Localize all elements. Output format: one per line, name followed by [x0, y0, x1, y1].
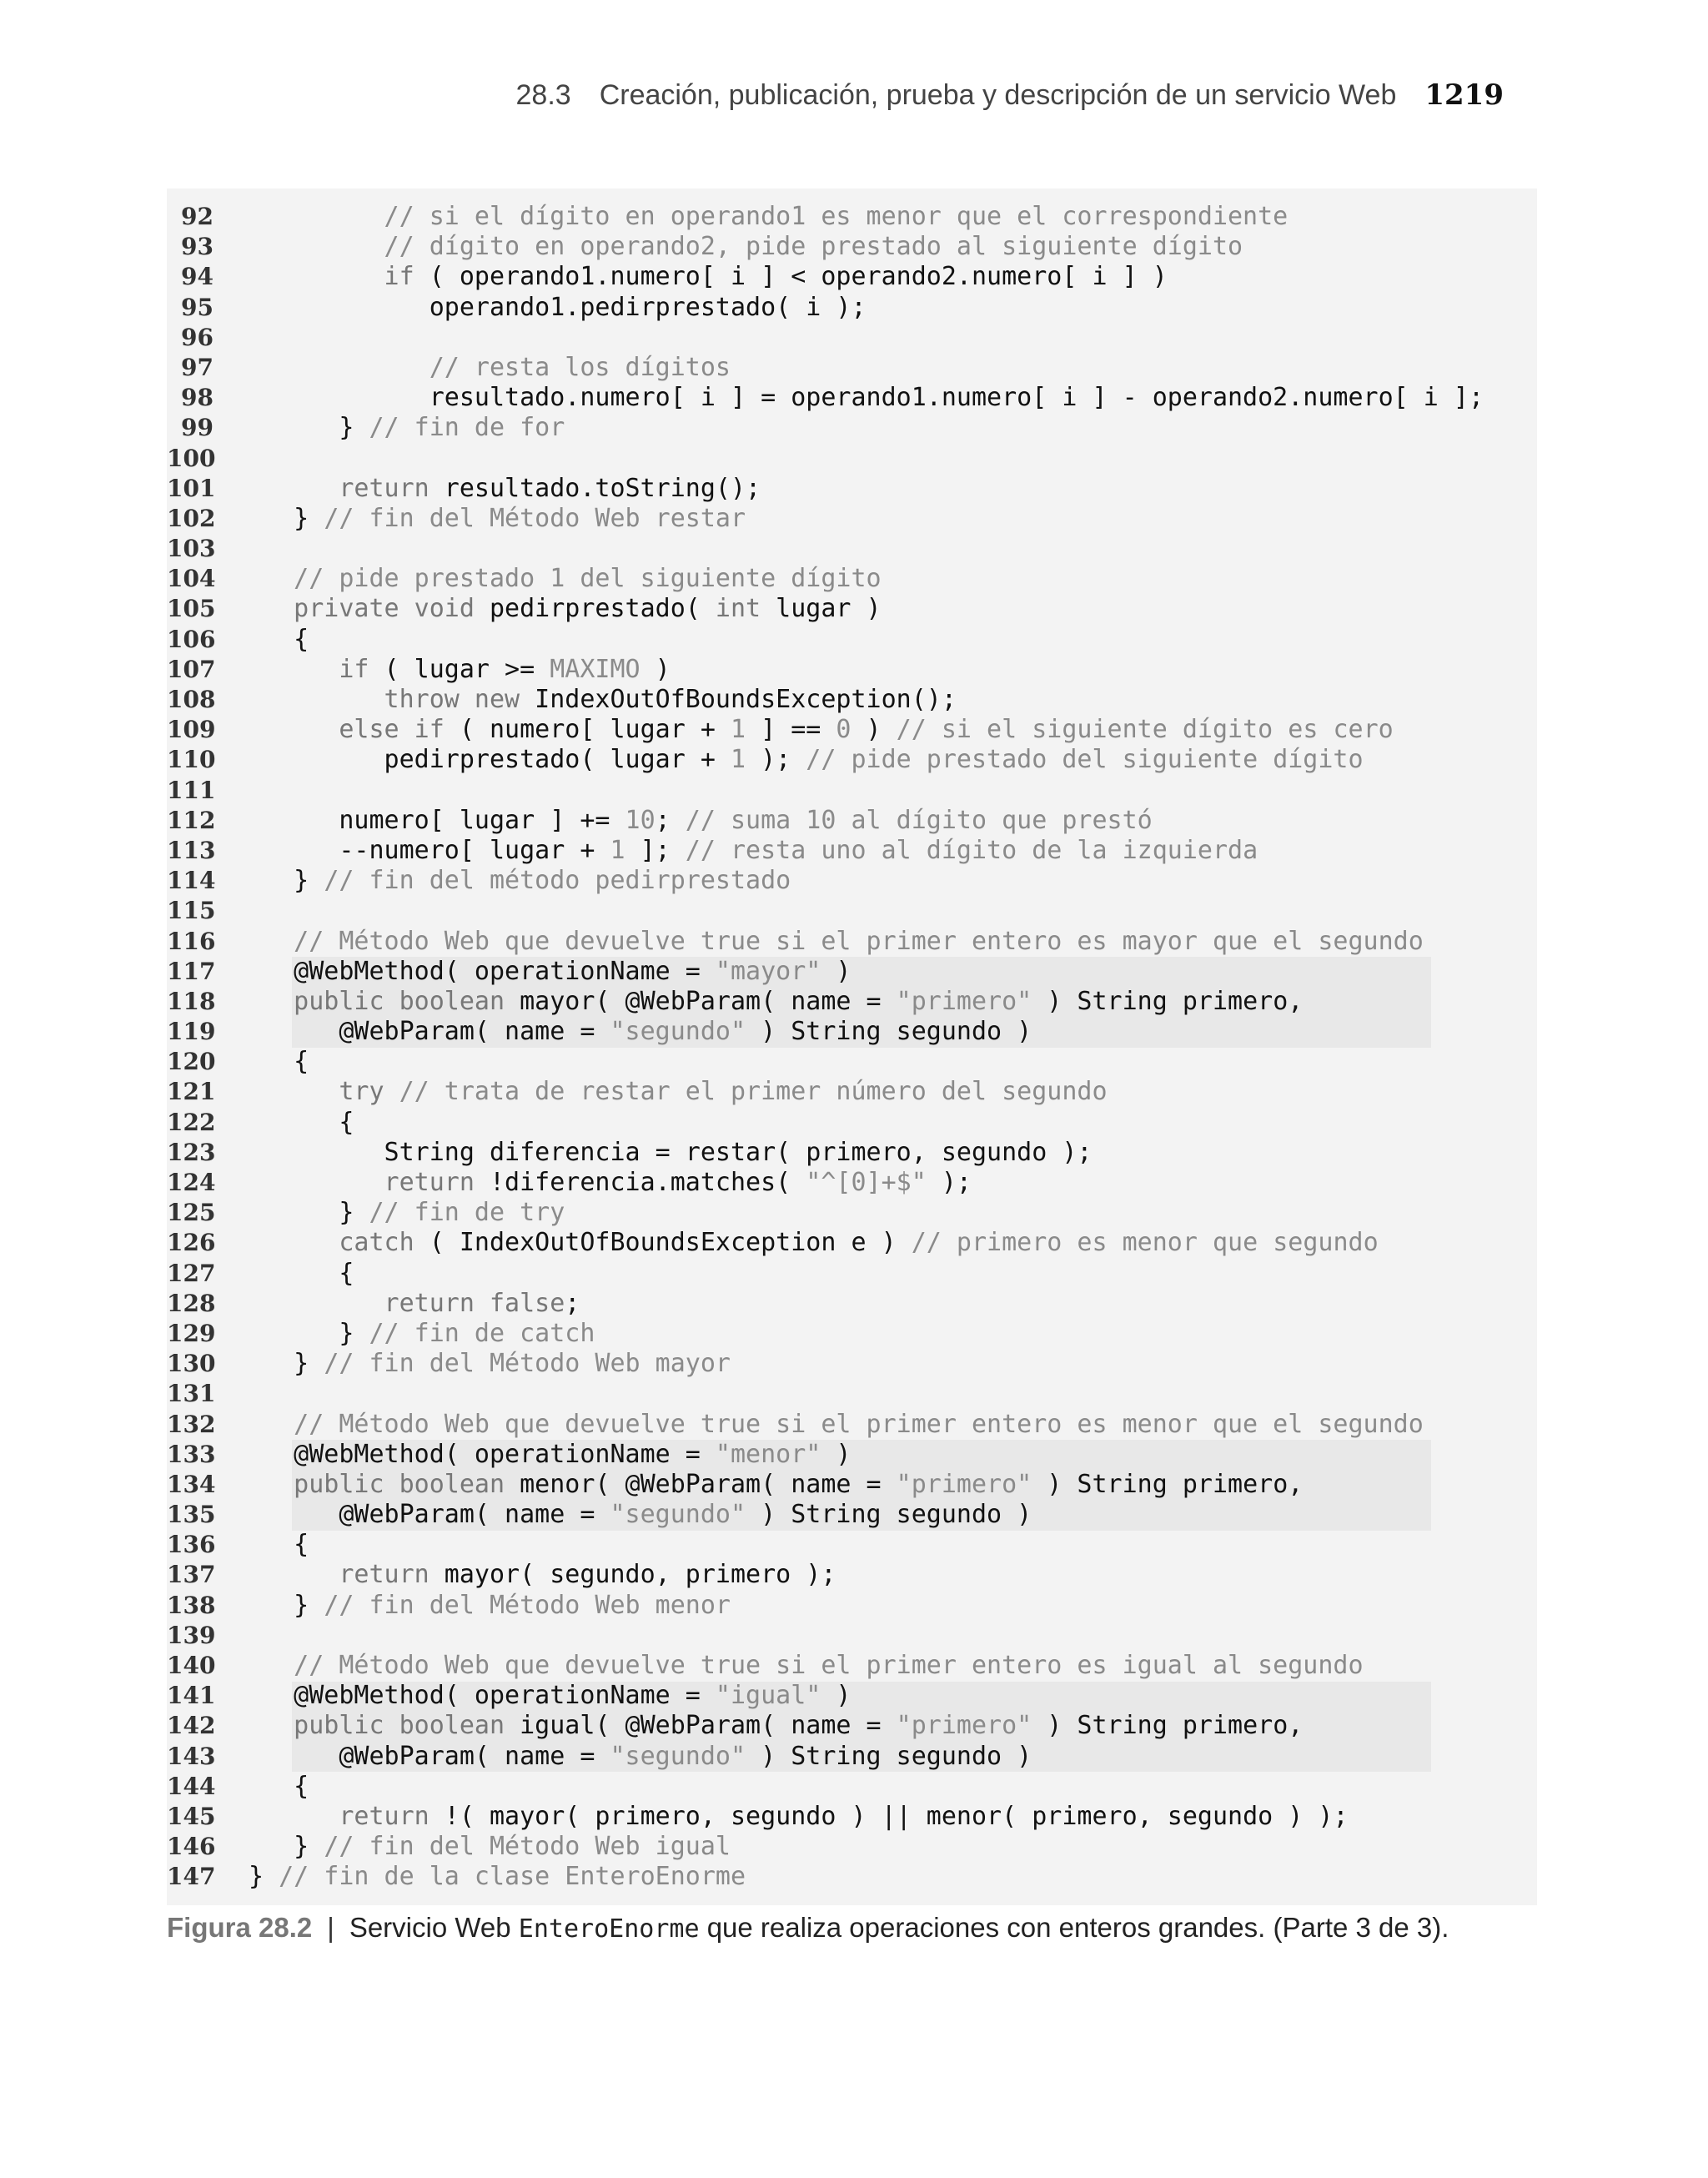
- line-number: 117: [167, 957, 216, 985]
- line-number: 104: [167, 565, 216, 593]
- code-line: [167, 806, 1537, 836]
- line-number: 121: [167, 1078, 216, 1106]
- code-token: ) String segundo ): [746, 1017, 1032, 1047]
- code-text: [249, 1047, 309, 1077]
- code-token: {: [249, 1530, 309, 1560]
- code-token: igual( @WebParam( name =: [505, 1711, 897, 1741]
- line-number: 135: [167, 1501, 216, 1529]
- code-text: [249, 1228, 1379, 1258]
- line-number: 92: [181, 203, 214, 230]
- caption-text-after: que realiza operaciones con enteros grandes. (Parte 3 de 3).: [699, 1912, 1449, 1943]
- code-token: ;: [565, 1288, 580, 1318]
- code-line: [167, 383, 1537, 413]
- code-line: [167, 353, 1537, 383]
- code-line: [167, 1228, 1537, 1258]
- code-line: [167, 1742, 1537, 1772]
- code-line: [167, 866, 1537, 896]
- code-token: ) String primero,: [1032, 1469, 1304, 1499]
- code-token: 1: [730, 745, 746, 775]
- code-token: );: [926, 1168, 972, 1197]
- line-number: 129: [167, 1319, 216, 1347]
- code-token: }: [249, 1862, 279, 1892]
- code-token: pedirprestado( lugar +: [249, 745, 731, 775]
- line-number: 118: [167, 987, 216, 1015]
- code-token: {: [249, 1258, 354, 1288]
- code-token: {: [249, 1107, 354, 1137]
- line-number: 126: [167, 1229, 216, 1257]
- code-token: "^[0]+$": [806, 1168, 927, 1197]
- line-number: 123: [167, 1138, 216, 1166]
- code-token: "primero": [896, 986, 1032, 1016]
- code-token: // fin de la clase EnteroEnorme: [279, 1862, 746, 1892]
- code-token: {: [249, 1047, 309, 1077]
- code-token: }: [249, 866, 324, 896]
- code-line: [167, 262, 1537, 292]
- code-token: IndexOutOfBoundsException();: [520, 685, 957, 714]
- line-number: 137: [167, 1561, 216, 1589]
- line-number: 105: [167, 595, 216, 623]
- code-token: pedirprestado(: [474, 594, 716, 624]
- code-line: [167, 1319, 1537, 1349]
- code-text: [249, 866, 791, 896]
- code-line: [167, 594, 1537, 624]
- code-text: [249, 1681, 851, 1711]
- code-token: ): [821, 1439, 851, 1469]
- line-number: 122: [167, 1108, 216, 1136]
- code-line: [167, 1410, 1537, 1440]
- code-text: [249, 957, 851, 987]
- code-token: // Método Web que devuelve true si el primer entero es mayor que el segundo: [249, 926, 1424, 956]
- code-line: [167, 1289, 1537, 1319]
- code-token: "igual": [715, 1681, 821, 1711]
- code-token: ( lugar >=: [369, 654, 550, 684]
- code-token: // Método Web que devuelve true si el primer entero es menor que el segundo: [249, 1409, 1424, 1439]
- code-text: [249, 745, 1364, 775]
- code-token: public boolean: [249, 1469, 505, 1499]
- line-number: 108: [167, 686, 216, 713]
- code-line: [167, 927, 1537, 957]
- code-token: ];: [625, 835, 686, 865]
- code-text: [249, 504, 746, 534]
- code-token: @WebMethod( operationName =: [249, 1681, 716, 1711]
- code-text: [249, 1410, 1424, 1440]
- line-number: 132: [167, 1410, 216, 1438]
- code-line: [167, 323, 1537, 353]
- code-line: [167, 1349, 1537, 1379]
- code-text: [249, 836, 1258, 866]
- code-token: !( mayor( primero, segundo ) || menor( primero, segundo ) );: [429, 1801, 1349, 1831]
- line-number: 130: [167, 1350, 216, 1378]
- code-token: // si el dígito en operando1 es menor que el correspondiente: [249, 202, 1289, 231]
- code-token: // suma 10 al dígito que prestó: [685, 805, 1153, 835]
- code-token: // fin del método pedirprestado: [324, 866, 791, 896]
- code-token: 1: [610, 835, 625, 865]
- code-token: {: [249, 624, 309, 654]
- code-line: [167, 1198, 1537, 1228]
- code-line: [167, 1500, 1537, 1530]
- code-text: [249, 293, 867, 323]
- code-text: [249, 564, 882, 594]
- code-token: ): [640, 654, 671, 684]
- code-token: [384, 1077, 399, 1106]
- code-line: [167, 413, 1537, 443]
- code-line: [167, 1440, 1537, 1470]
- code-text: [249, 202, 1288, 232]
- code-token: MAXIMO: [550, 654, 640, 684]
- line-number: 94: [181, 263, 214, 291]
- code-token: // pide prestado 1 del siguiente dígito: [249, 564, 882, 594]
- code-token: public boolean: [249, 1711, 505, 1741]
- line-number: 143: [167, 1742, 216, 1770]
- code-token: "mayor": [715, 956, 821, 986]
- code-token: // resta los dígitos: [249, 352, 731, 382]
- line-number: 136: [167, 1531, 216, 1559]
- code-token: "segundo": [610, 1500, 746, 1530]
- code-token: // fin del Método Web restar: [324, 503, 746, 533]
- code-token: return: [249, 1168, 475, 1197]
- code-text: [249, 1319, 595, 1349]
- code-line: [167, 1681, 1537, 1711]
- code-text: [249, 1289, 580, 1319]
- code-token: 10: [625, 805, 656, 835]
- line-number: 100: [167, 444, 216, 472]
- code-line: [167, 1530, 1537, 1560]
- code-line: [167, 1379, 1537, 1409]
- code-line: [167, 232, 1537, 262]
- line-number: 106: [167, 625, 216, 653]
- code-line: [167, 896, 1537, 926]
- code-token: mayor( segundo, primero );: [429, 1560, 836, 1590]
- code-text: [249, 1138, 1092, 1168]
- code-token: 0: [836, 715, 851, 745]
- line-number: 131: [167, 1380, 216, 1408]
- code-token: }: [249, 1318, 369, 1348]
- code-token: mayor( @WebParam( name =: [505, 986, 897, 1016]
- code-line: [167, 957, 1537, 987]
- code-line: [167, 1138, 1537, 1168]
- code-text: [249, 232, 1243, 262]
- code-line: [167, 444, 1537, 474]
- code-token: }: [249, 1832, 324, 1862]
- code-text: [249, 1711, 1303, 1741]
- code-line: [167, 1168, 1537, 1198]
- code-token: int: [715, 594, 761, 624]
- line-number: 134: [167, 1470, 216, 1498]
- code-token: @WebParam( name =: [249, 1017, 610, 1047]
- caption-class-name: EnteroEnorme: [518, 1914, 700, 1944]
- line-number: 139: [167, 1621, 216, 1649]
- code-text: [249, 987, 1303, 1017]
- line-number: 93: [181, 233, 214, 261]
- code-line: [167, 293, 1537, 323]
- line-number: 145: [167, 1802, 216, 1830]
- code-token: catch: [249, 1228, 414, 1258]
- line-number: 110: [167, 746, 216, 774]
- code-token: "primero": [896, 1469, 1032, 1499]
- line-number: 138: [167, 1591, 216, 1619]
- line-number: 142: [167, 1712, 216, 1740]
- line-number: 140: [167, 1652, 216, 1679]
- line-number: 120: [167, 1048, 216, 1076]
- code-token: resultado.toString();: [429, 473, 761, 503]
- code-text: [249, 262, 1168, 292]
- code-token: return: [249, 1560, 430, 1590]
- code-text: [249, 1591, 731, 1621]
- line-number: 119: [167, 1018, 216, 1046]
- code-text: [249, 413, 565, 443]
- line-number: 116: [167, 927, 216, 955]
- code-token: ) String primero,: [1032, 1711, 1304, 1741]
- caption-separator: |: [327, 1912, 334, 1943]
- code-token: throw new: [249, 685, 520, 714]
- code-token: }: [249, 413, 369, 443]
- code-line: [167, 504, 1537, 534]
- code-token: }: [249, 503, 324, 533]
- code-text: [249, 1772, 309, 1802]
- code-token: }: [249, 1349, 324, 1379]
- code-token: !diferencia.matches(: [474, 1168, 806, 1197]
- code-token: return false: [249, 1288, 565, 1318]
- line-number: 114: [167, 867, 216, 895]
- code-token: // fin de for: [369, 413, 565, 443]
- line-number: 113: [167, 836, 216, 864]
- code-text: [249, 474, 761, 504]
- code-token: }: [249, 1198, 369, 1228]
- code-token: "primero": [896, 1711, 1032, 1741]
- code-line: [167, 1802, 1537, 1832]
- code-text: [249, 806, 1153, 836]
- line-number: 109: [167, 716, 216, 744]
- code-token: ] ==: [746, 715, 836, 745]
- code-token: {: [249, 1771, 309, 1801]
- code-token: 1: [730, 715, 746, 745]
- code-token: String diferencia = restar( primero, segundo );: [249, 1137, 1093, 1167]
- code-line: [167, 745, 1537, 775]
- code-line: [167, 776, 1537, 806]
- code-text: [249, 1651, 1364, 1681]
- code-token: ): [851, 715, 897, 745]
- code-token: "segundo": [610, 1017, 746, 1047]
- code-token: ( numero[ lugar +: [444, 715, 731, 745]
- code-token: // Método Web que devuelve true si el primer entero es igual al segundo: [249, 1651, 1364, 1680]
- line-number: 115: [167, 897, 216, 925]
- code-token: // primero es menor que segundo: [911, 1228, 1379, 1258]
- code-text: [249, 1802, 1349, 1832]
- section-title: Creación, publicación, prueba y descripción de un servicio Web: [599, 79, 1397, 111]
- code-token: }: [249, 1590, 324, 1620]
- code-text: [249, 655, 671, 685]
- code-token: @WebParam( name =: [249, 1500, 610, 1530]
- code-line: [167, 1017, 1537, 1047]
- code-token: private void: [249, 594, 475, 624]
- line-number: 101: [167, 474, 216, 502]
- code-token: // fin de try: [369, 1198, 565, 1228]
- code-token: public boolean: [249, 986, 505, 1016]
- code-token: lugar ): [761, 594, 882, 624]
- caption-text-before: Servicio Web: [349, 1912, 519, 1943]
- code-token: ;: [655, 805, 686, 835]
- line-number: 144: [167, 1772, 216, 1800]
- code-token: ): [821, 1681, 851, 1711]
- code-line: [167, 1621, 1537, 1651]
- code-text: [249, 1198, 565, 1228]
- code-token: // fin del Método Web mayor: [324, 1349, 731, 1379]
- figure-label: Figura 28.2: [167, 1912, 313, 1943]
- section-number: 28.3: [515, 79, 571, 111]
- code-text: [249, 594, 882, 624]
- code-line: [167, 836, 1537, 866]
- code-text: [249, 1862, 746, 1892]
- code-token: // si el siguiente dígito es cero: [896, 715, 1394, 745]
- code-token: @WebMethod( operationName =: [249, 1439, 716, 1469]
- code-token: // fin del Método Web menor: [324, 1590, 731, 1620]
- code-line: [167, 1711, 1537, 1741]
- code-line: [167, 685, 1537, 715]
- line-number: 127: [167, 1259, 216, 1287]
- code-text: [249, 1440, 851, 1470]
- code-text: [249, 353, 731, 383]
- line-number: 96: [181, 323, 214, 351]
- code-token: // fin del Método Web igual: [324, 1832, 731, 1862]
- code-line: [167, 1047, 1537, 1077]
- code-token: return: [249, 1801, 430, 1831]
- line-number: 147: [167, 1863, 216, 1891]
- code-text: [249, 715, 1394, 745]
- code-line: [167, 1077, 1537, 1107]
- code-token: ): [821, 956, 851, 986]
- code-line: [167, 474, 1537, 504]
- code-text: [249, 1560, 836, 1590]
- code-text: [249, 625, 309, 655]
- code-line: [167, 715, 1537, 745]
- line-number: 133: [167, 1440, 216, 1468]
- code-text: [249, 1349, 731, 1379]
- code-token: try: [249, 1077, 384, 1107]
- code-text: [249, 1168, 972, 1198]
- code-token: "menor": [715, 1439, 821, 1469]
- code-line: [167, 202, 1537, 232]
- code-token: resultado.numero[ i ] = operando1.numero[ i ] - operando2.numero[ i ];: [249, 383, 1484, 413]
- code-token: menor( @WebParam( name =: [505, 1469, 897, 1499]
- code-line: [167, 1651, 1537, 1681]
- page-number: 1219: [1424, 78, 1504, 112]
- code-line: [167, 1560, 1537, 1590]
- running-header: [516, 78, 1505, 112]
- line-number: 97: [181, 353, 214, 381]
- code-line: [167, 1862, 1537, 1892]
- code-text: [249, 1742, 1032, 1772]
- code-line: [167, 1108, 1537, 1138]
- line-number: 95: [181, 293, 214, 321]
- code-text: [249, 685, 957, 715]
- code-token: // pide prestado del siguiente dígito: [806, 745, 1364, 775]
- code-text: [249, 1470, 1303, 1500]
- line-number: 146: [167, 1833, 216, 1861]
- code-token: return: [249, 473, 430, 503]
- code-text: [249, 1017, 1032, 1047]
- code-text: [249, 383, 1484, 413]
- code-listing: [167, 202, 1537, 1893]
- code-text: [249, 927, 1424, 957]
- code-text: [249, 1500, 1032, 1530]
- line-number: 107: [167, 655, 216, 683]
- code-line: [167, 1591, 1537, 1621]
- code-text: [249, 1259, 354, 1289]
- code-text: [249, 1108, 354, 1138]
- line-number: 128: [167, 1289, 216, 1317]
- line-number: 141: [167, 1682, 216, 1710]
- code-token: ) String segundo ): [746, 1500, 1032, 1530]
- line-number: 124: [167, 1169, 216, 1196]
- code-line: [167, 625, 1537, 655]
- code-token: "segundo": [610, 1741, 746, 1771]
- code-token: if: [249, 654, 369, 684]
- code-token: ) String primero,: [1032, 986, 1304, 1016]
- code-line: [167, 1259, 1537, 1289]
- code-text: [249, 1077, 1108, 1107]
- line-number: 125: [167, 1199, 216, 1227]
- code-token: operando1.pedirprestado( i );: [249, 292, 867, 322]
- code-line: [167, 655, 1537, 685]
- code-line: [167, 564, 1537, 594]
- code-token: numero[ lugar ] +=: [249, 805, 625, 835]
- code-line: [167, 987, 1537, 1017]
- code-token: --numero[ lugar +: [249, 835, 610, 865]
- code-token: // dígito en operando2, pide prestado al siguiente dígito: [249, 232, 1243, 262]
- code-token: // trata de restar el primer número del segundo: [399, 1077, 1108, 1107]
- code-line: [167, 534, 1537, 564]
- code-token: if: [249, 262, 414, 292]
- code-text: [249, 1832, 731, 1862]
- code-token: else if: [249, 715, 445, 745]
- code-line: [167, 1470, 1537, 1500]
- figure-caption: [167, 1912, 1449, 1944]
- code-token: // fin de catch: [369, 1318, 595, 1348]
- line-number: 102: [167, 504, 216, 532]
- code-text: [249, 1530, 309, 1560]
- code-token: ) String segundo ): [746, 1741, 1032, 1771]
- line-number: 98: [181, 384, 214, 412]
- line-number: 111: [167, 776, 216, 804]
- code-token: ( operando1.numero[ i ] < operando2.numero[ i ] ): [414, 262, 1168, 292]
- line-number: 112: [167, 806, 216, 834]
- code-token: @WebMethod( operationName =: [249, 956, 716, 986]
- code-token: ( IndexOutOfBoundsException e ): [414, 1228, 912, 1258]
- code-token: );: [746, 745, 806, 775]
- code-line: [167, 1772, 1537, 1802]
- line-number: 99: [181, 414, 214, 442]
- line-number: 103: [167, 535, 216, 563]
- code-token: // resta uno al dígito de la izquierda: [685, 835, 1258, 865]
- code-line: [167, 1832, 1537, 1862]
- code-token: @WebParam( name =: [249, 1741, 610, 1771]
